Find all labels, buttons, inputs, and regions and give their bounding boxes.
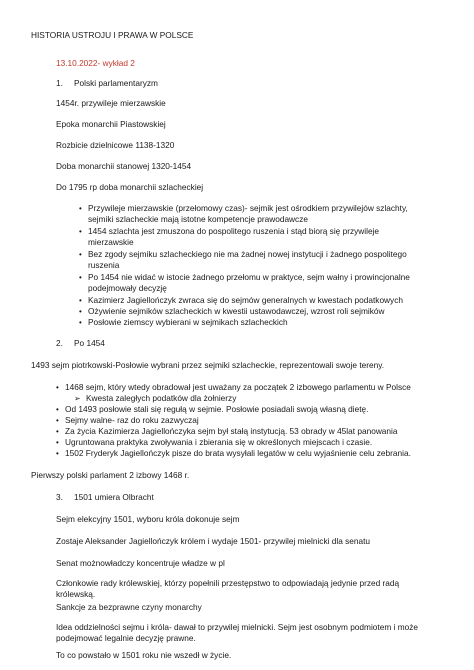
- bullet-icon: •: [79, 296, 82, 305]
- list-item: Ugruntowana praktyka zwoływania i zbierania się w określonych miejscach i czasie.: [65, 437, 373, 447]
- paragraph-czlonkowie: Członkowie rady królewskiej, którzy popełnili przestępstwo to odpowiadają jedynie przed radą królewską.: [56, 578, 400, 599]
- list-item: Kazimierz Jagiellończyk zwraca się do sejmów generalnych w kwestach podatkowych: [88, 295, 403, 305]
- list-item: 1454 szlachta jest zmuszona do pospolitego ruszenia i stąd biorą się przywileje mierzawskie: [88, 226, 380, 247]
- list-item: Od 1493 posłowie stali się regułą w sejmie. Posłowie posiadali swoją własną dietę.: [65, 404, 369, 414]
- list-item: Bez zgody sejmiku szlacheckiego nie ma żadnej nowej instytucji i żadnego pospolitego ruszenia: [88, 249, 407, 270]
- section-1-number: 1.: [56, 78, 63, 88]
- list-item: Za życia Kazimierza Jagiellończyka sejm był stałą instytucją. 53 obrady w 45lat panowania: [65, 426, 398, 436]
- bullet-icon: •: [79, 227, 82, 236]
- section-3-title: 1501 umiera Olbracht: [74, 492, 154, 502]
- section-2-title: Po 1454: [74, 338, 105, 348]
- paragraph-rozbicie: Rozbicie dzielnicowe 1138-1320: [56, 140, 175, 150]
- section-3-number: 3.: [56, 492, 63, 502]
- paragraph-zostaje: Zostaje Aleksander Jagiellończyk królem i wydaje 1501- przywilej mielnicki dla senatu: [56, 536, 371, 546]
- bullet-icon: •: [56, 383, 59, 392]
- list-item: Przywileje mierzawskie (przełomowy czas)- sejmik jest ośrodkiem przywilejów szlachty, sejmiki szlacheckie mają istotne kompetencje prawodawcze: [88, 203, 408, 224]
- paragraph-doba-stanowej: Doba monarchii stanowej 1320-1454: [56, 161, 192, 171]
- paragraph-1493: 1493 sejm piotrkowski-Posłowie wybrani przez sejmiki szlacheckie, reprezentowali swoje tereny.: [31, 360, 385, 370]
- paragraph-do-1795: Do 1795 rp doba monarchii szlacheckiej: [56, 182, 204, 192]
- paragraph-idea: Idea oddzielności sejmu i króla- dawał to przywilej mielnicki. Sejm jest osobnym podmiotem i może podejmować legalnie decyzję prawne.: [56, 622, 418, 643]
- list-item: Po 1454 nie widać w istocie żadnego przełomu w praktyce, sejm wałny i prowincjonalne podejmowały decyzję: [88, 272, 410, 293]
- arrow-bullet-icon: ➢: [74, 394, 81, 403]
- paragraph-epoka: Epoka monarchii Piastowskiej: [56, 119, 166, 129]
- bullet-icon: •: [56, 438, 59, 447]
- list-item: Sejmy walne- raz do roku zazwyczaj: [65, 415, 199, 425]
- bullet-icon: •: [56, 405, 59, 414]
- section-1-title: Polski parlamentaryzm: [74, 78, 158, 88]
- paragraph-1454: 1454r. przywileje mierzawskie: [56, 98, 166, 108]
- document-header: HISTORIA USTROJU I PRAWA W POLSCE: [31, 30, 194, 40]
- bullet-icon: •: [56, 427, 59, 436]
- bullet-icon: •: [79, 307, 82, 316]
- section-2-number: 2.: [56, 338, 63, 348]
- list-item: 1502 Fryderyk Jagiellończyk pisze do brata wysyłali legatów w celu wyjaśnienie celu zebrania.: [65, 448, 411, 458]
- paragraph-senat: Senat możnowładczy koncentruje władze w pl: [56, 558, 225, 568]
- bullet-icon: •: [79, 273, 82, 282]
- list-item: Ożywienie sejmików szlacheckich w kwestii ustawodawczej, wzrost roli sejmików: [88, 306, 385, 316]
- paragraph-to-co: To co powstało w 1501 roku nie wszedł w życie.: [56, 650, 232, 660]
- list-item: Posłowie ziemscy wybierani w sejmikach szlacheckich: [88, 317, 288, 327]
- lecture-date: 13.10.2022- wykład 2: [56, 58, 135, 68]
- paragraph-elekcyjny: Sejm elekcyjny 1501, wyboru króla dokonuje sejm: [56, 514, 240, 524]
- list-item: 1468 sejm, który wtedy obradował jest uważany za początek 2 izbowego parlamentu w Polsce: [65, 382, 411, 392]
- paragraph-sankcje: Sankcje za bezprawne czyny monarchy: [56, 602, 202, 612]
- bullet-icon: •: [79, 204, 82, 213]
- bullet-icon: •: [79, 250, 82, 259]
- bullet-icon: •: [79, 318, 82, 327]
- paragraph-pierwszy: Pierwszy polski parlament 2 izbowy 1468 r.: [31, 470, 190, 480]
- list-item-sub: Kwesta zaległych podatków dla żołnierzy: [86, 393, 237, 403]
- bullet-icon: •: [56, 416, 59, 425]
- bullet-icon: •: [56, 449, 59, 458]
